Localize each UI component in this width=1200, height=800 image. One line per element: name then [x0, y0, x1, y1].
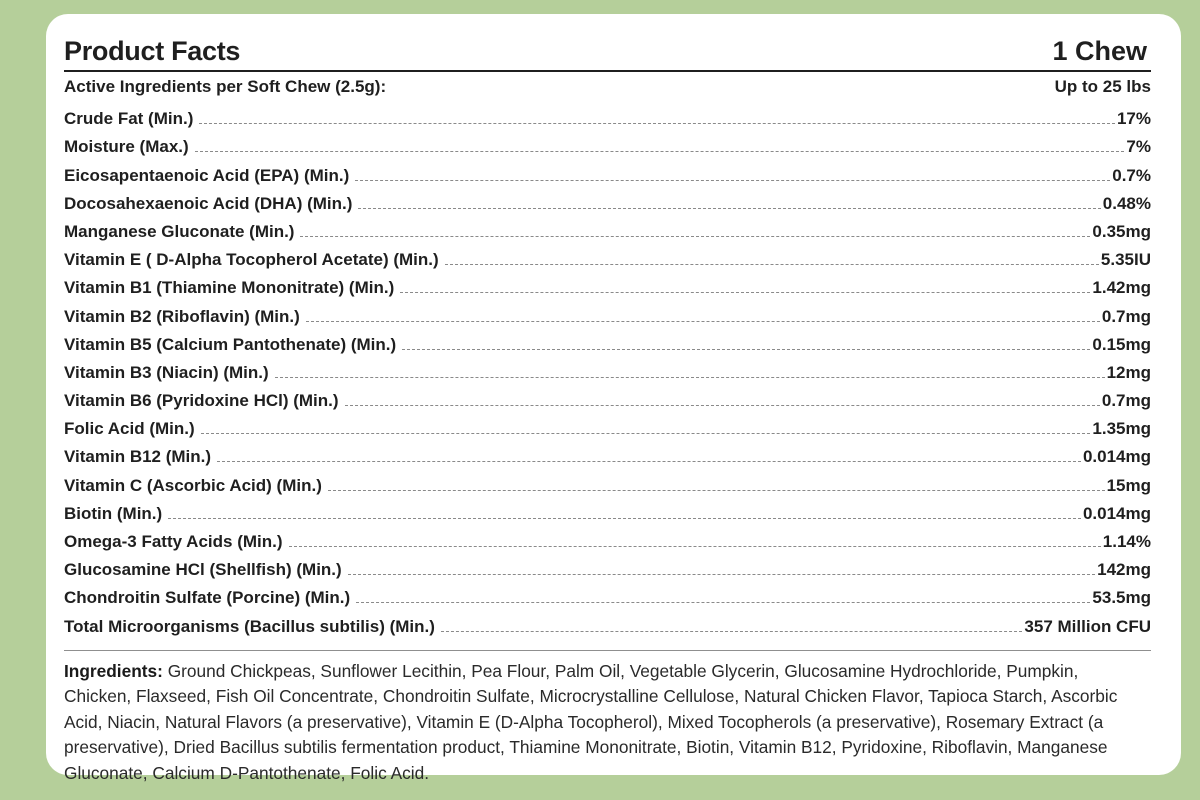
- dotted-leader: [402, 349, 1090, 350]
- fact-row: [64, 384, 1151, 412]
- fact-row: [64, 215, 1151, 243]
- fact-value: 0.7mg: [1101, 391, 1151, 411]
- dotted-leader: [445, 264, 1099, 265]
- fact-label: Vitamin B3 (Niacin) (Min.): [64, 362, 269, 382]
- fact-value: 1.14%: [1102, 532, 1151, 551]
- dotted-leader: [348, 574, 1095, 575]
- subheader-value: Up to 25 lbs: [1054, 77, 1151, 96]
- dotted-leader: [358, 208, 1100, 209]
- dotted-leader: [328, 490, 1105, 491]
- dotted-leader: [275, 377, 1105, 378]
- fact-label: Vitamin B2 (Riboflavin) (Min.): [64, 306, 300, 326]
- active-ingredients-subheader: [64, 72, 1151, 102]
- serving-size: 1 Chew: [1052, 36, 1147, 66]
- dotted-leader: [441, 631, 1023, 632]
- fact-value: 7%: [1126, 137, 1151, 157]
- fact-label: Vitamin B5 (Calcium Pantothenate) (Min.): [64, 334, 397, 354]
- dotted-leader: [306, 321, 1100, 322]
- subheader-label: Active Ingredients per Soft Chew (2.5g):: [64, 77, 387, 96]
- fact-label: Vitamin E ( D-Alpha Tocopherol Acetate) (Min.): [64, 250, 439, 270]
- dotted-leader: [289, 546, 1101, 547]
- dotted-leader: [195, 151, 1125, 152]
- facts-title: Product Facts: [64, 36, 241, 66]
- fact-row: [64, 468, 1151, 496]
- facts-header: [64, 26, 1151, 72]
- fact-value: 0.15mg: [1092, 334, 1151, 354]
- dotted-leader: [300, 236, 1090, 237]
- fact-row: [64, 243, 1151, 271]
- fact-label: Chondroitin Sulfate (Porcine) (Min.): [64, 588, 351, 608]
- fact-row: [64, 102, 1151, 130]
- fact-value: 17%: [1116, 109, 1151, 129]
- fact-label: Folic Acid (Min.): [64, 419, 195, 439]
- fact-row: [64, 271, 1151, 299]
- fact-row: [64, 440, 1151, 468]
- fact-value: 0.7%: [1112, 165, 1151, 185]
- product-facts-table: [64, 26, 1151, 638]
- fact-row: [64, 581, 1151, 609]
- dotted-leader: [217, 461, 1081, 462]
- dotted-leader: [168, 518, 1081, 519]
- dotted-leader: [199, 123, 1115, 124]
- product-facts-panel: [46, 14, 1181, 783]
- fact-value: 5.35IU: [1100, 250, 1151, 270]
- dotted-leader: [345, 405, 1100, 406]
- fact-value: 0.7mg: [1101, 306, 1151, 326]
- fact-row: [64, 158, 1151, 186]
- fact-row: [64, 130, 1151, 158]
- fact-label: Glucosamine HCl (Shellfish) (Min.): [64, 560, 342, 580]
- section-divider: [64, 650, 1151, 651]
- fact-value: 0.014mg: [1082, 503, 1151, 523]
- fact-row: [64, 609, 1151, 637]
- fact-value: 0.014mg: [1082, 447, 1151, 467]
- fact-label: Moisture (Max.): [64, 137, 189, 157]
- fact-value: 142mg: [1097, 560, 1151, 580]
- fact-value: 1.42mg: [1092, 278, 1151, 298]
- fact-value: 12mg: [1106, 362, 1151, 382]
- fact-label: Omega-3 Fatty Acids (Min.): [64, 532, 283, 551]
- fact-label: Total Microorganisms (Bacillus subtilis) (Min.): [64, 616, 435, 636]
- fact-label: Vitamin C (Ascorbic Acid) (Min.): [64, 475, 322, 495]
- fact-label: Vitamin B1 (Thiamine Mononitrate) (Min.): [64, 278, 395, 298]
- fact-row: [64, 525, 1151, 553]
- dotted-leader: [356, 602, 1090, 603]
- fact-row: [64, 299, 1151, 327]
- fact-label: Docosahexaenoic Acid (DHA) (Min.): [64, 193, 353, 213]
- fact-value: 53.5mg: [1092, 588, 1151, 608]
- fact-label: Biotin (Min.): [64, 503, 163, 523]
- facts-rows: [64, 102, 1151, 638]
- fact-row: [64, 356, 1151, 384]
- ingredients-label: Ingredients:: [64, 660, 163, 681]
- fact-value: 15mg: [1106, 475, 1151, 495]
- fact-value: 0.48%: [1102, 193, 1151, 213]
- fact-label: Vitamin B6 (Pyridoxine HCl) (Min.): [64, 391, 339, 411]
- dotted-leader: [355, 180, 1110, 181]
- fact-label: Eicosapentaenoic Acid (EPA) (Min.): [64, 165, 350, 185]
- ingredients-text: Ground Chickpeas, Sunflower Lecithin, Pea Flour, Palm Oil, Vegetable Glycerin, Glucosamine Hydrochloride, Pumpkin, Chicken, Flaxseed, Fish Oil Concentrate, Chondroitin Sulfate, Microcrystalline Cellulose, Natural Chicken Flavor, Tapioca Starch, Ascorbic Acid, Niacin, Natural Flavors (a preservative), Vitamin E (D-Alpha Tocopherol), Mixed Tocopherols (a preservative), Rosemary Extract (a preservative), Dried Bacillus subtilis fermentation product, Thiamine Mononitrate, Biotin, Vitamin B12, Pyridoxine, Riboflavin, Manganese Gluconate, Calcium D-Pantothenate, Folic Acid.: [64, 660, 1118, 783]
- fact-row: [64, 412, 1151, 440]
- fact-label: Vitamin B12 (Min.): [64, 447, 212, 467]
- ingredients-paragraph: [64, 659, 1151, 787]
- fact-label: Crude Fat (Min.): [64, 109, 194, 129]
- fact-value: 357 Million CFU: [1024, 616, 1151, 636]
- fact-value: 0.35mg: [1092, 221, 1151, 241]
- fact-label: Manganese Gluconate (Min.): [64, 221, 295, 241]
- fact-row: [64, 328, 1151, 356]
- fact-row: [64, 553, 1151, 581]
- fact-row: [64, 187, 1151, 215]
- dotted-leader: [201, 433, 1091, 434]
- dotted-leader: [400, 292, 1090, 293]
- fact-value: 1.35mg: [1092, 419, 1151, 439]
- fact-row: [64, 497, 1151, 525]
